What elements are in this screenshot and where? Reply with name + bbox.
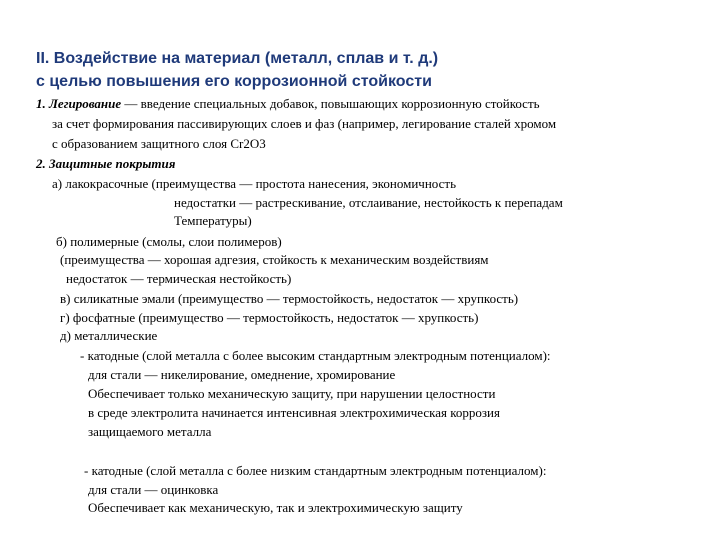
- cathodic-1-example: для стали — никелирование, омеднение, хромирование: [88, 367, 396, 382]
- section-1-title: [36, 96, 540, 112]
- section-2-number: 2.: [36, 156, 46, 171]
- section-1-term: Легирование: [49, 96, 122, 111]
- item-v-line: в) силикатные эмали (преимущество — термостойкость, недостаток — хрупкость): [60, 291, 519, 306]
- item-a-cons-1: недостатки — растрескивание, отслаивание, нестойкость к перепадам: [174, 195, 563, 210]
- cathodic-1-line: - катодные (слой металла с более высоким стандартным электродным потенциалом):: [80, 348, 551, 363]
- cathodic-1-note-2: в среде электролита начинается интенсивная электрохимическая коррозия: [88, 405, 500, 420]
- section-2-title: [36, 156, 175, 172]
- section-1-cont-2: с образованием защитного слоя Cr2O3: [52, 136, 266, 151]
- item-b-line: б) полимерные (смолы, слои полимеров): [56, 234, 282, 249]
- section-1-text: — введение специальных добавок, повышающих коррозионную стойкость: [121, 96, 540, 111]
- item-g-line: г) фосфатные (преимущество — термостойкость, недостаток — хрупкость): [60, 310, 479, 325]
- item-b-cons: недостаток — термическая нестойкость): [66, 271, 292, 286]
- cathodic-2-note-1: Обеспечивает как механическую, так и электрохимическую защиту: [88, 500, 463, 515]
- heading-line-2: с целью повышения его коррозионной стойкости: [36, 73, 432, 90]
- cathodic-1-note-1: Обеспечивает только механическую защиту, при нарушении целостности: [88, 386, 496, 401]
- item-d-line: д) металлические: [60, 328, 158, 343]
- cathodic-1-note-3: защищаемого металла: [88, 424, 212, 439]
- item-a-line: а) лакокрасочные (преимущества — простота нанесения, экономичность: [52, 176, 457, 191]
- heading-line-1: II. Воздействие на материал (металл, сплав и т. д.): [36, 50, 439, 67]
- section-1-number: 1.: [36, 96, 46, 111]
- cathodic-2-line: - катодные (слой металла с более низким стандартным электродным потенциалом):: [84, 463, 547, 478]
- section-1-cont-1: за счет формирования пассивирующих слоев и фаз (например, легирование сталей хромом: [52, 116, 557, 131]
- section-2-term: Защитные покрытия: [49, 156, 176, 171]
- cathodic-2-example: для стали — оцинковка: [88, 482, 219, 497]
- item-a-cons-2: Температуры): [174, 213, 252, 228]
- item-b-pros: (преимущества — хорошая адгезия, стойкость к механическим воздействиям: [60, 252, 489, 267]
